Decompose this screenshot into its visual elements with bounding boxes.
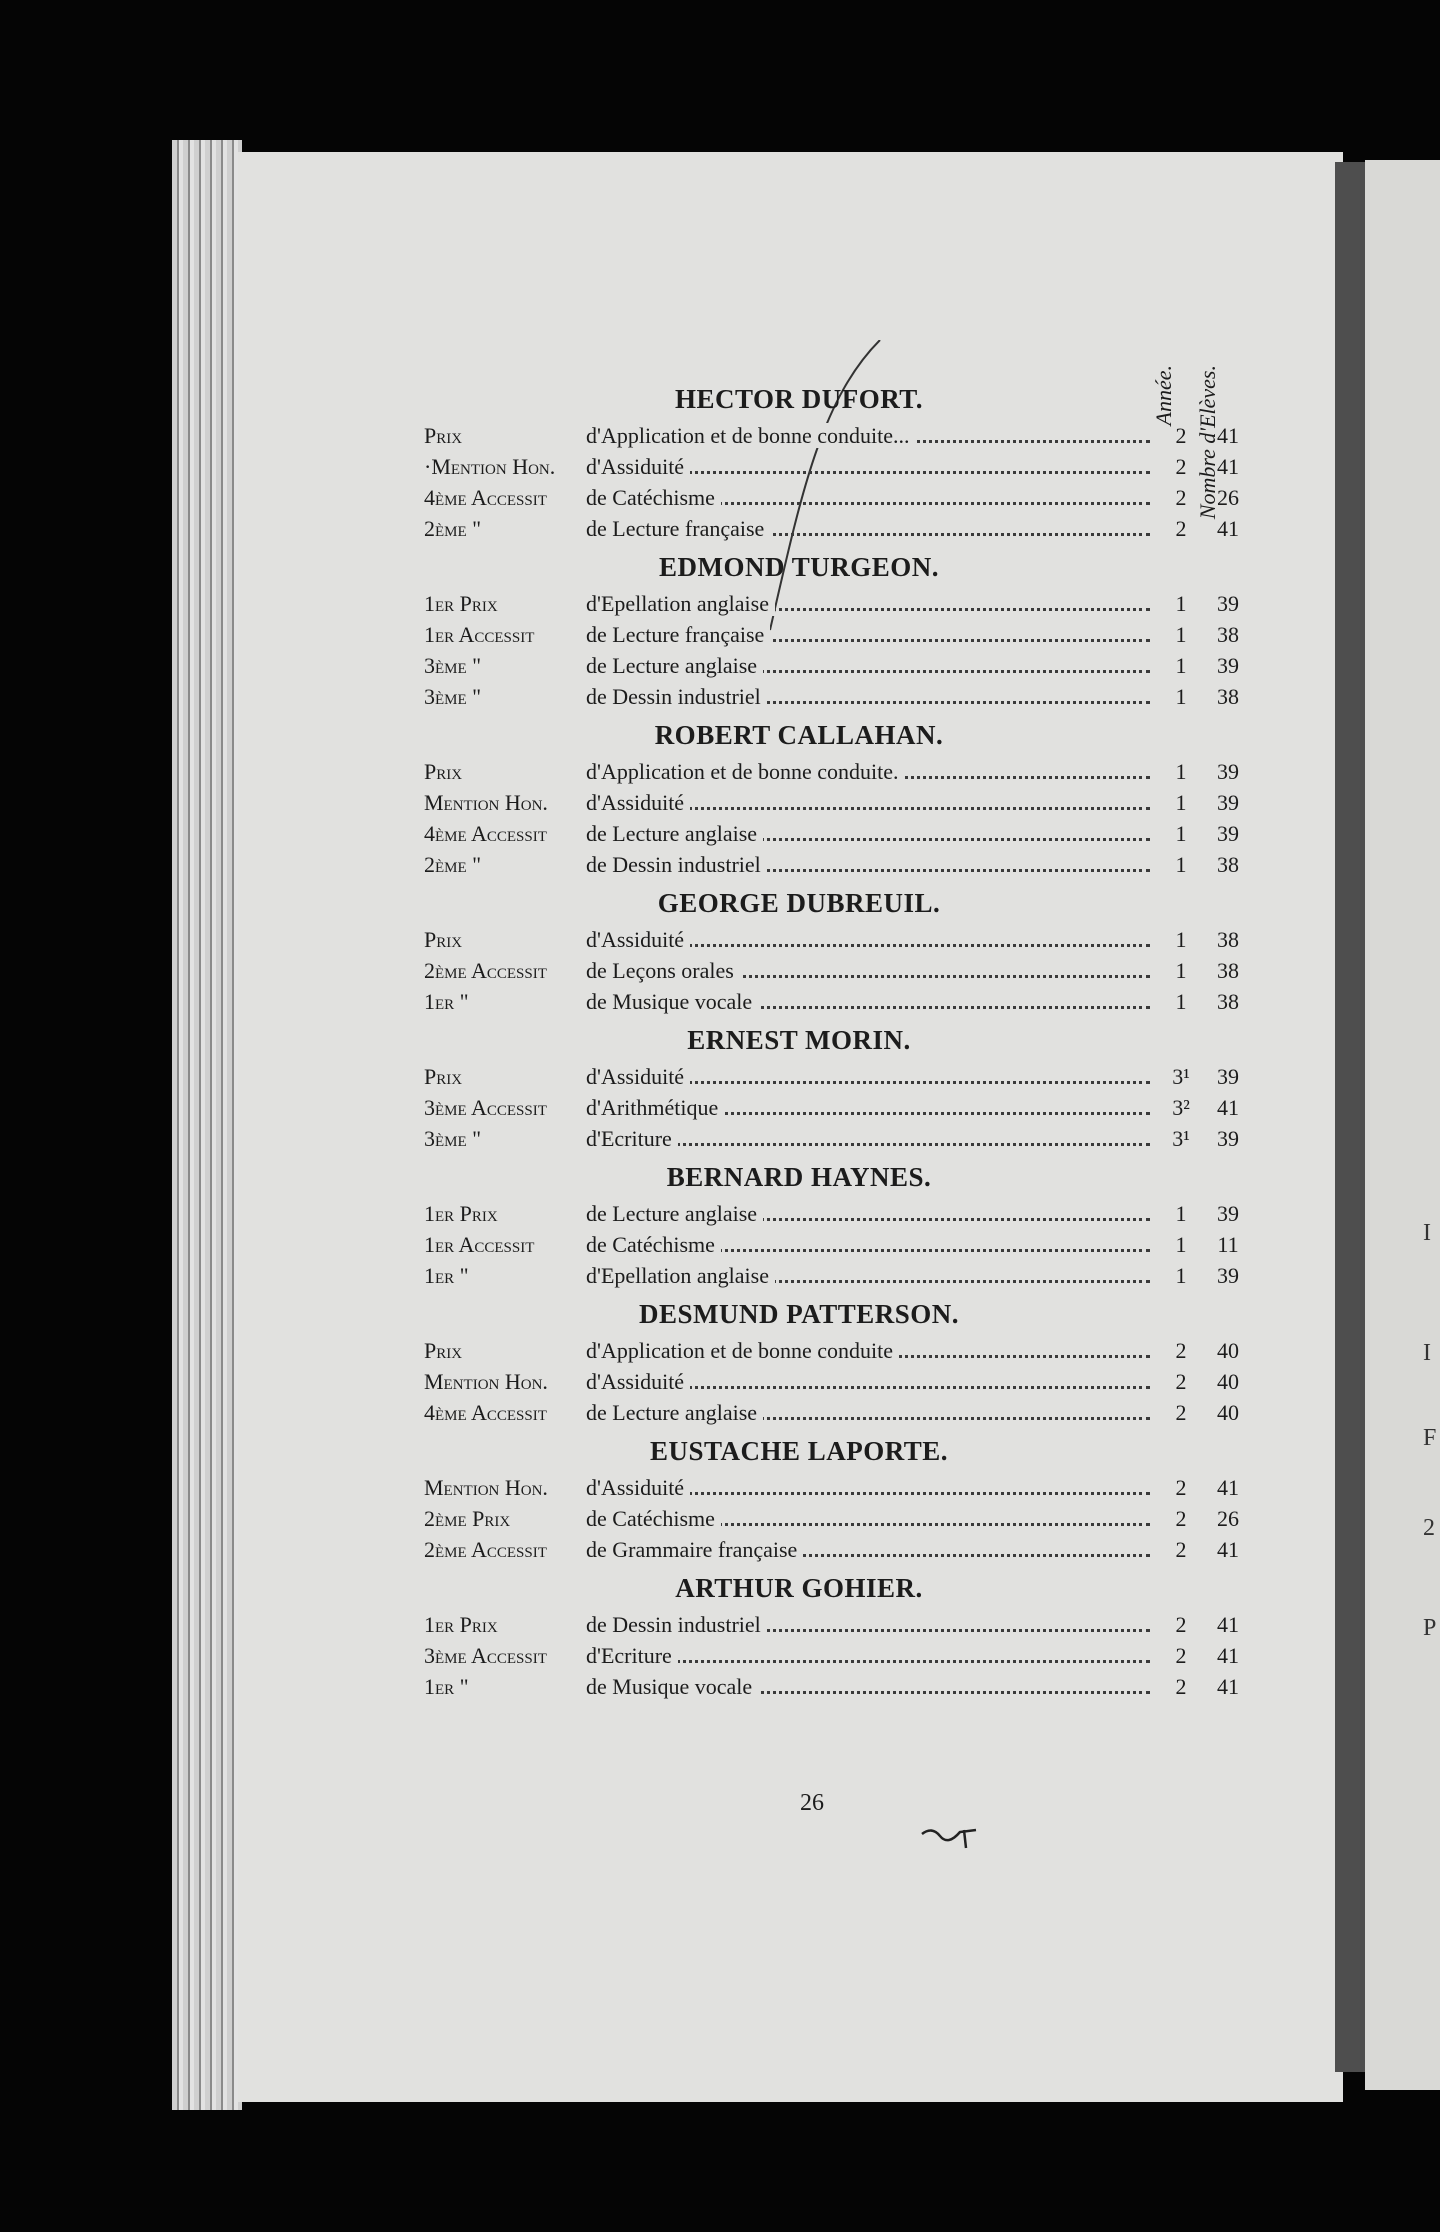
pen-scribble bbox=[920, 1822, 980, 1852]
prize-row bbox=[424, 451, 1254, 482]
year-value: 2 bbox=[1175, 1537, 1187, 1562]
subject-text: d'Arithmétique bbox=[586, 1095, 724, 1120]
pupil-count: 40 bbox=[1217, 1369, 1239, 1394]
subject-text: de Lecture française bbox=[586, 622, 770, 647]
student-block bbox=[424, 382, 1254, 544]
prize-subject bbox=[586, 451, 1160, 482]
subject-text: de Lecture anglaise bbox=[586, 1400, 763, 1425]
subject-text: de Dessin industriel bbox=[586, 852, 767, 877]
prize-subject bbox=[586, 420, 1160, 451]
prize-row bbox=[424, 849, 1254, 880]
prize-row bbox=[424, 1198, 1254, 1229]
prize-subject bbox=[586, 818, 1160, 849]
year-value: 3¹ bbox=[1172, 1064, 1190, 1089]
year-value: 1 bbox=[1175, 591, 1187, 616]
student-name: DESMUND PATTERSON. bbox=[638, 1299, 960, 1329]
prize-type: 1er Accessit bbox=[424, 622, 535, 647]
prize-type: 2ème " bbox=[424, 852, 482, 877]
student-name: ROBERT CALLAHAN. bbox=[654, 720, 944, 750]
year-value: 2 bbox=[1175, 485, 1187, 510]
prize-subject bbox=[586, 1640, 1160, 1671]
prize-subject bbox=[586, 482, 1160, 513]
pupil-count: 39 bbox=[1217, 790, 1239, 815]
prize-row bbox=[424, 1534, 1254, 1565]
subject-text: de Catéchisme bbox=[586, 485, 721, 510]
prize-type: 1er Accessit bbox=[424, 1232, 535, 1257]
prize-subject bbox=[586, 1366, 1160, 1397]
prize-row bbox=[424, 1503, 1254, 1534]
subject-text: de Lecture anglaise bbox=[586, 653, 763, 678]
prize-row bbox=[424, 1366, 1254, 1397]
prize-row bbox=[424, 1609, 1254, 1640]
prize-row bbox=[424, 1229, 1254, 1260]
prize-row bbox=[424, 619, 1254, 650]
student-block bbox=[424, 718, 1254, 880]
prize-type: 3ème " bbox=[424, 653, 482, 678]
subject-text: de Musique vocale bbox=[586, 1674, 758, 1699]
subject-text: de Catéchisme bbox=[586, 1232, 721, 1257]
prize-row bbox=[424, 482, 1254, 513]
subject-text: de Musique vocale bbox=[586, 989, 758, 1014]
year-value: 1 bbox=[1175, 821, 1187, 846]
subject-text: de Lecture anglaise bbox=[586, 821, 763, 846]
prize-row bbox=[424, 955, 1254, 986]
subject-text: de Grammaire française bbox=[586, 1537, 803, 1562]
student-name: EUSTACHE LAPORTE. bbox=[649, 1436, 949, 1466]
student-block bbox=[424, 886, 1254, 1017]
year-value: 2 bbox=[1175, 1400, 1187, 1425]
year-value: 2 bbox=[1175, 1369, 1187, 1394]
subject-text: d'Assiduité bbox=[586, 1369, 690, 1394]
pupil-count: 38 bbox=[1217, 958, 1239, 983]
year-value: 3¹ bbox=[1172, 1126, 1190, 1151]
year-value: 2 bbox=[1175, 1338, 1187, 1363]
prize-type: ·Mention Hon. bbox=[424, 454, 556, 479]
year-value: 3² bbox=[1172, 1095, 1190, 1120]
prize-subject bbox=[586, 1198, 1160, 1229]
subject-text: d'Epellation anglaise bbox=[586, 1263, 775, 1288]
prize-row bbox=[424, 1640, 1254, 1671]
subject-text: de Leçons orales bbox=[586, 958, 740, 983]
prize-type: 3ème " bbox=[424, 684, 482, 709]
prize-type: Mention Hon. bbox=[424, 1475, 548, 1500]
pupils-column-header: Nombre d'Elèves. bbox=[1195, 365, 1220, 520]
prize-subject bbox=[586, 1671, 1160, 1702]
pupil-count: 39 bbox=[1217, 821, 1239, 846]
prize-row bbox=[424, 756, 1254, 787]
prize-type: 1er Prix bbox=[424, 1201, 498, 1226]
student-block bbox=[424, 1571, 1254, 1702]
student-block bbox=[424, 1023, 1254, 1154]
prize-subject bbox=[586, 1609, 1160, 1640]
prize-row bbox=[424, 650, 1254, 681]
year-value: 1 bbox=[1175, 958, 1187, 983]
prize-row bbox=[424, 986, 1254, 1017]
prize-subject bbox=[586, 513, 1160, 544]
prize-list bbox=[424, 382, 1254, 1708]
year-value: 2 bbox=[1175, 454, 1187, 479]
prize-row bbox=[424, 818, 1254, 849]
next-page-fragment: I bbox=[1423, 1220, 1431, 1246]
prize-row bbox=[424, 1671, 1254, 1702]
student-block bbox=[424, 550, 1254, 712]
prize-subject bbox=[586, 681, 1160, 712]
prize-row bbox=[424, 787, 1254, 818]
prize-row bbox=[424, 924, 1254, 955]
subject-text: de Catéchisme bbox=[586, 1506, 721, 1531]
subject-text: d'Application et de bonne conduite. bbox=[586, 759, 905, 784]
prize-row bbox=[424, 420, 1254, 451]
student-name: BERNARD HAYNES. bbox=[666, 1162, 932, 1192]
student-name: ARTHUR GOHIER. bbox=[675, 1573, 923, 1603]
year-value: 1 bbox=[1175, 852, 1187, 877]
pupil-count: 41 bbox=[1217, 454, 1239, 479]
subject-text: de Lecture anglaise bbox=[586, 1201, 763, 1226]
year-value: 2 bbox=[1175, 1475, 1187, 1500]
pupil-count: 41 bbox=[1217, 1537, 1239, 1562]
subject-text: d'Assiduité bbox=[586, 927, 690, 952]
year-value: 2 bbox=[1175, 1612, 1187, 1637]
page-number: 26 bbox=[800, 1790, 824, 1816]
pupil-count: 39 bbox=[1217, 1126, 1239, 1151]
year-value: 1 bbox=[1175, 622, 1187, 647]
subject-text: de Lecture française bbox=[586, 516, 770, 541]
next-page-fragment: I bbox=[1423, 1340, 1431, 1366]
prize-subject bbox=[586, 955, 1160, 986]
prize-subject bbox=[586, 650, 1160, 681]
prize-type: 3ème Accessit bbox=[424, 1643, 547, 1668]
year-value: 2 bbox=[1175, 1506, 1187, 1531]
year-value: 1 bbox=[1175, 684, 1187, 709]
pupil-count: 39 bbox=[1217, 1263, 1239, 1288]
prize-subject bbox=[586, 1260, 1160, 1291]
pupil-count: 38 bbox=[1217, 852, 1239, 877]
pupil-count: 41 bbox=[1217, 1674, 1239, 1699]
prize-subject bbox=[586, 986, 1160, 1017]
pupil-count: 39 bbox=[1217, 591, 1239, 616]
prize-subject bbox=[586, 1061, 1160, 1092]
year-value: 2 bbox=[1175, 516, 1187, 541]
student-name: ERNEST MORIN. bbox=[687, 1025, 911, 1055]
prize-subject bbox=[586, 619, 1160, 650]
prize-row bbox=[424, 681, 1254, 712]
pupil-count: 40 bbox=[1217, 1338, 1239, 1363]
subject-text: d'Assiduité bbox=[586, 790, 690, 815]
prize-subject bbox=[586, 756, 1160, 787]
pupil-count: 26 bbox=[1217, 1506, 1239, 1531]
prize-row bbox=[424, 1260, 1254, 1291]
year-value: 1 bbox=[1175, 1232, 1187, 1257]
page-edges bbox=[172, 140, 242, 2110]
prize-type: Prix bbox=[424, 759, 463, 784]
prize-type: 2ème Prix bbox=[424, 1506, 511, 1531]
pupil-count: 40 bbox=[1217, 1400, 1239, 1425]
prize-row bbox=[424, 1061, 1254, 1092]
prize-subject bbox=[586, 1123, 1160, 1154]
pupil-count: 11 bbox=[1217, 1232, 1239, 1257]
year-value: 1 bbox=[1175, 790, 1187, 815]
pupil-count: 41 bbox=[1217, 423, 1239, 448]
prize-type: 2ème Accessit bbox=[424, 958, 547, 983]
prize-subject bbox=[586, 588, 1160, 619]
prize-row bbox=[424, 1123, 1254, 1154]
prize-row bbox=[424, 1092, 1254, 1123]
prize-subject bbox=[586, 1397, 1160, 1428]
year-value: 1 bbox=[1175, 927, 1187, 952]
pupil-count: 41 bbox=[1217, 1475, 1239, 1500]
student-name: EDMOND TURGEON. bbox=[658, 552, 940, 582]
year-value: 2 bbox=[1175, 423, 1187, 448]
pupil-count: 41 bbox=[1217, 516, 1239, 541]
year-value: 1 bbox=[1175, 1201, 1187, 1226]
year-value: 2 bbox=[1175, 1674, 1187, 1699]
next-page-edge bbox=[1365, 160, 1440, 2090]
prize-type: Mention Hon. bbox=[424, 790, 548, 815]
subject-text: de Dessin industriel bbox=[586, 1612, 767, 1637]
year-column-header: Année. bbox=[1151, 365, 1176, 426]
subject-text: d'Application et de bonne conduite bbox=[586, 1338, 899, 1363]
next-page-fragment: F bbox=[1423, 1425, 1437, 1451]
prize-type: Prix bbox=[424, 927, 463, 952]
prize-type: 3ème " bbox=[424, 1126, 482, 1151]
pupil-count: 38 bbox=[1217, 927, 1239, 952]
prize-type: 1er " bbox=[424, 1674, 469, 1699]
year-value: 1 bbox=[1175, 989, 1187, 1014]
prize-subject bbox=[586, 1503, 1160, 1534]
pupil-count: 41 bbox=[1217, 1612, 1239, 1637]
prize-subject bbox=[586, 1229, 1160, 1260]
next-page-fragment: P bbox=[1423, 1615, 1437, 1641]
prize-type: 3ème Accessit bbox=[424, 1095, 547, 1120]
pupil-count: 39 bbox=[1217, 1064, 1239, 1089]
student-block bbox=[424, 1160, 1254, 1291]
prize-row bbox=[424, 1335, 1254, 1366]
prize-type: 4ème Accessit bbox=[424, 1400, 547, 1425]
year-value: 2 bbox=[1175, 1643, 1187, 1668]
prize-subject bbox=[586, 1534, 1160, 1565]
prize-type: 1er Prix bbox=[424, 1612, 498, 1637]
prize-type: 1er Prix bbox=[424, 591, 498, 616]
prize-type: 4ème Accessit bbox=[424, 485, 547, 510]
prize-subject bbox=[586, 1335, 1160, 1366]
prize-subject bbox=[586, 787, 1160, 818]
subject-text: d'Application et de bonne conduite... bbox=[586, 423, 916, 448]
pupil-count: 38 bbox=[1217, 684, 1239, 709]
pupil-count: 41 bbox=[1217, 1643, 1239, 1668]
year-value: 1 bbox=[1175, 759, 1187, 784]
prize-type: 2ème Accessit bbox=[424, 1537, 547, 1562]
prize-type: Prix bbox=[424, 1338, 463, 1363]
prize-subject bbox=[586, 1092, 1160, 1123]
book-spine bbox=[1335, 162, 1365, 2072]
subject-text: d'Assiduité bbox=[586, 1475, 690, 1500]
student-block bbox=[424, 1297, 1254, 1428]
prize-row bbox=[424, 513, 1254, 544]
pupil-count: 41 bbox=[1217, 1095, 1239, 1120]
subject-text: de Dessin industriel bbox=[586, 684, 767, 709]
prize-subject bbox=[586, 849, 1160, 880]
student-name: GEORGE DUBREUIL. bbox=[657, 888, 941, 918]
prize-type: Prix bbox=[424, 423, 463, 448]
prize-row bbox=[424, 1472, 1254, 1503]
subject-text: d'Ecriture bbox=[586, 1126, 678, 1151]
pupil-count: 39 bbox=[1217, 759, 1239, 784]
prize-type: 4ème Accessit bbox=[424, 821, 547, 846]
year-value: 1 bbox=[1175, 1263, 1187, 1288]
prize-type: Mention Hon. bbox=[424, 1369, 548, 1394]
subject-text: d'Assiduité bbox=[586, 1064, 690, 1089]
pupil-count: 39 bbox=[1217, 653, 1239, 678]
prize-type: Prix bbox=[424, 1064, 463, 1089]
student-block bbox=[424, 1434, 1254, 1565]
next-page-fragment: 2 bbox=[1423, 1515, 1435, 1541]
prize-row bbox=[424, 1397, 1254, 1428]
student-name: HECTOR DUFORT. bbox=[674, 384, 924, 414]
pupil-count: 38 bbox=[1217, 989, 1239, 1014]
prize-subject bbox=[586, 924, 1160, 955]
pupil-count: 39 bbox=[1217, 1201, 1239, 1226]
pupil-count: 38 bbox=[1217, 622, 1239, 647]
prize-type: 1er " bbox=[424, 989, 469, 1014]
prize-type: 1er " bbox=[424, 1263, 469, 1288]
pupil-count: 26 bbox=[1217, 485, 1239, 510]
year-value: 1 bbox=[1175, 653, 1187, 678]
prize-row bbox=[424, 588, 1254, 619]
subject-text: d'Epellation anglaise bbox=[586, 591, 775, 616]
prize-subject bbox=[586, 1472, 1160, 1503]
subject-text: d'Ecriture bbox=[586, 1643, 678, 1668]
prize-type: 2ème " bbox=[424, 516, 482, 541]
subject-text: d'Assiduité bbox=[586, 454, 690, 479]
